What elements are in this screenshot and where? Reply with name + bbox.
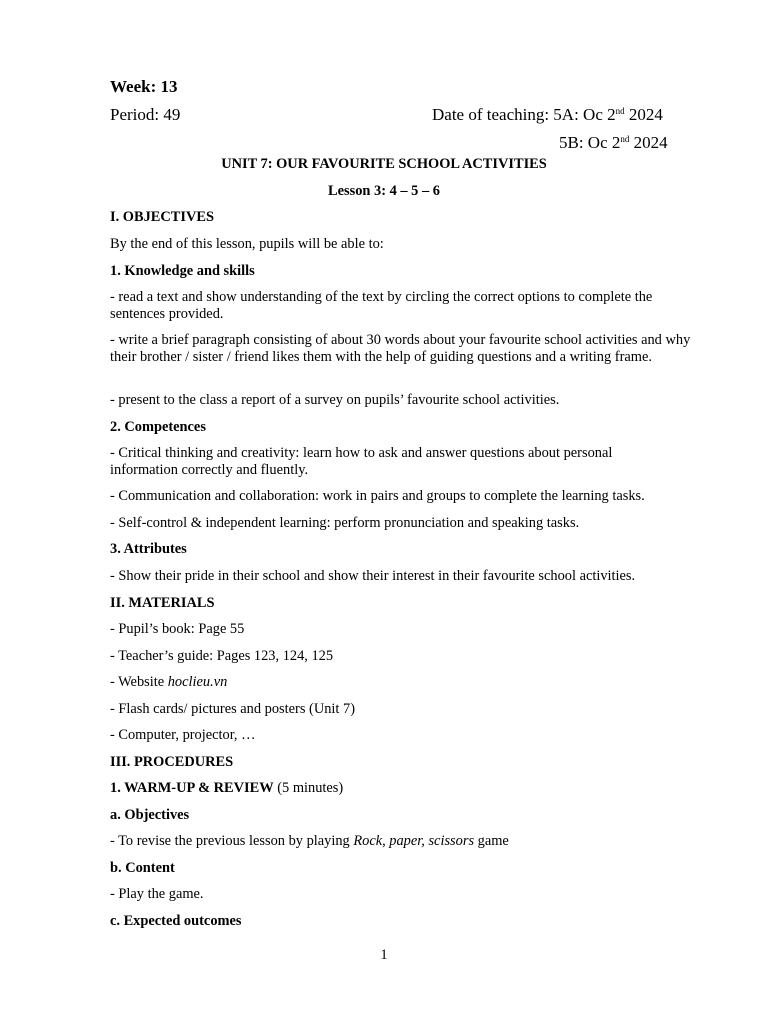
procedures-heading: III. PROCEDURES: [110, 754, 234, 770]
attributes-heading: 3. Attributes: [110, 541, 187, 557]
competences-item: - Self-control & independent learning: perform pronunciation and speaking tasks.: [110, 515, 580, 531]
objectives-heading: I. OBJECTIVES: [110, 209, 214, 225]
unit-title: UNIT 7: OUR FAVOURITE SCHOOL ACTIVITIES: [221, 156, 547, 172]
game-name: Rock, paper, scissors: [353, 833, 475, 849]
competences-item: - Critical thinking and creativity: learn how to ask and answer questions about personal information correctly and fluently.: [110, 445, 613, 478]
material-pupils-book: - Pupil’s book: Page 55: [110, 621, 245, 637]
date-5b-sup: nd: [620, 134, 630, 144]
knowledge-heading: 1. Knowledge and skills: [110, 263, 255, 279]
date-5a-year: 2024: [624, 105, 663, 124]
objectives-intro: By the end of this lesson, pupils will be able to:: [110, 236, 384, 252]
attributes-item: - Show their pride in their school and show their interest in their favourite school activities.: [110, 568, 636, 584]
knowledge-item: - present to the class a report of a survey on pupils’ favourite school activities.: [110, 392, 560, 408]
week-label: Week: 13: [110, 77, 178, 96]
date-5b-prefix: 5B: Oc 2: [559, 133, 621, 152]
page-number: 1: [380, 947, 388, 963]
warmup-objectives-heading: a. Objectives: [110, 807, 190, 823]
materials-heading: II. MATERIALS: [110, 595, 215, 611]
knowledge-item: - write a brief paragraph consisting of about 30 words about your favourite school activities and why their brother / sister / friend likes them with the help of guiding questions and a writing frame.: [110, 332, 691, 365]
date-5a-prefix: Date of teaching: 5A: Oc 2: [432, 105, 616, 124]
content-text: - Play the game.: [110, 886, 204, 902]
material-teachers-guide: - Teacher’s guide: Pages 123, 124, 125: [110, 648, 334, 664]
website-name: hoclieu.vn: [167, 674, 228, 690]
warmup-heading: [110, 780, 700, 797]
warmup-objectives-text: [110, 833, 700, 850]
lesson-title: Lesson 3: 4 – 5 – 6: [328, 183, 440, 199]
date-of-teaching-5b: [559, 133, 668, 153]
objectives-suffix: game: [474, 833, 509, 849]
competences-item: - Communication and collaboration: work in pairs and groups to complete the learning tasks.: [110, 488, 645, 504]
period-label: Period: 49: [110, 105, 181, 124]
competences-heading: 2. Competences: [110, 419, 206, 435]
expected-outcomes-heading: c. Expected outcomes: [110, 913, 242, 929]
material-flash-cards: - Flash cards/ pictures and posters (Unit 7): [110, 701, 355, 717]
material-computer: - Computer, projector, …: [110, 727, 256, 743]
content-heading: b. Content: [110, 860, 175, 876]
material-website: [110, 674, 700, 691]
date-5b-year: 2024: [629, 133, 668, 152]
warmup-title: 1. WARM-UP & REVIEW: [110, 780, 274, 796]
date-5a-sup: nd: [615, 106, 625, 116]
warmup-time: (5 minutes): [273, 780, 344, 796]
date-of-teaching-5a: [432, 105, 663, 125]
website-prefix: - Website: [110, 674, 168, 690]
knowledge-item: - read a text and show understanding of the text by circling the correct options to complete the sentences provided.: [110, 289, 653, 322]
objectives-prefix: - To revise the previous lesson by playing: [110, 833, 354, 849]
